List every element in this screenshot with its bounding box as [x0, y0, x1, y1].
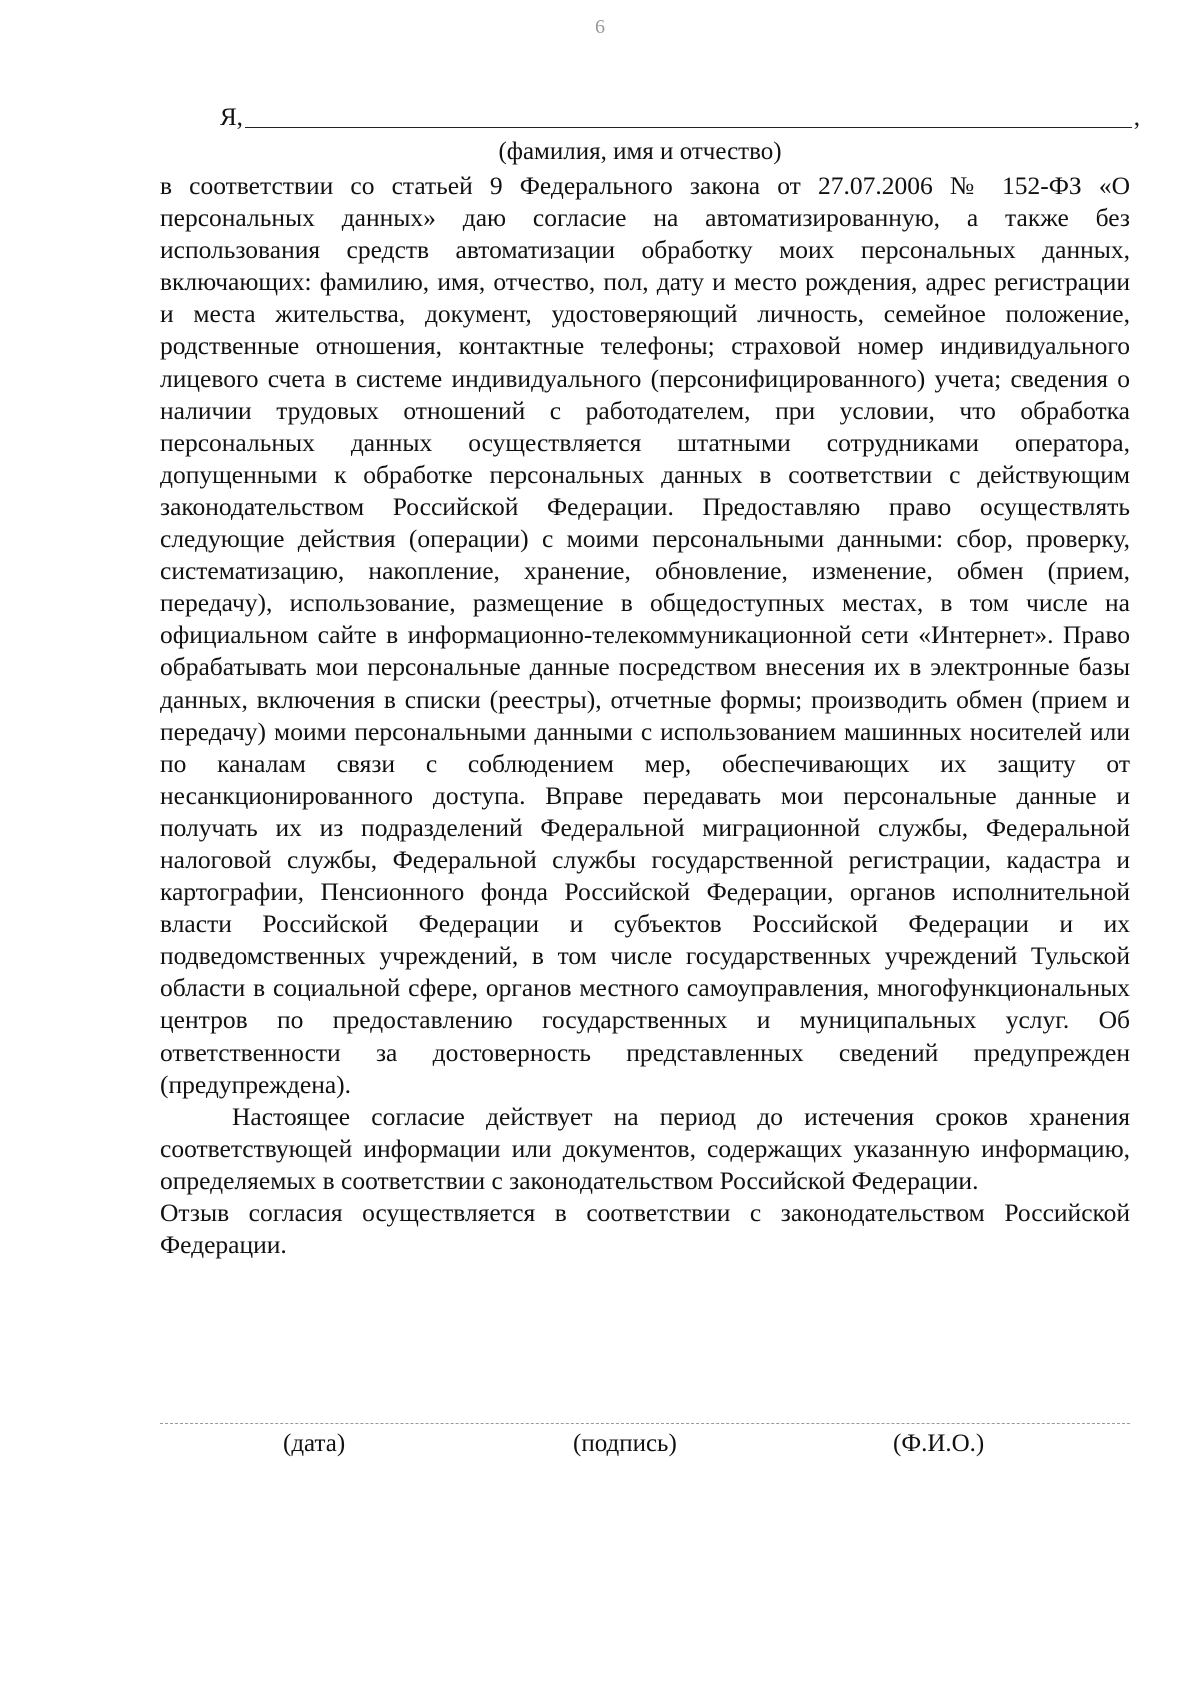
name-line: [220, 102, 1140, 134]
signature-caption: (подпись): [573, 1430, 677, 1457]
full-name-caption: (фамилия, имя и отчество): [498, 138, 782, 165]
name-prefix: Я,: [220, 104, 243, 131]
page-number: 6: [595, 16, 605, 38]
full-name-blank[interactable]: [245, 105, 1132, 128]
revocation-paragraph: Отзыв согласия осуществляется в соответствии с законодательством Российской Федерации.: [160, 1198, 1130, 1260]
signature-line: [160, 1423, 1130, 1424]
date-caption: (дата): [283, 1430, 346, 1457]
full-name-short-caption: (Ф.И.О.): [893, 1430, 985, 1457]
consent-paragraph: в соответствии со статьей 9 Федерального закона от 27.07.2006 № 152-ФЗ «О персональных данных» даю согласие на автоматизированную, а также без использования средств автоматизации обработку моих персональных данных, включающих: фамилию, имя, отчество, пол, дату и место рождения, адрес регистрации и места жительства, документ, удостоверяющий личность, семейное положение, родственные отношения, контактные телефоны; страховой номер индивидуального лицевого счета в системе индивидуального (персонифицированного) учета; сведения о наличии трудовых отношений с работодателем, при условии, что обработка персональных данных осуществляется штатными сотрудниками оператора, допущенными к обработке персональных данных в соответствии с действующим законодательством Российской Федерации. Предоставляю право осуществлять следующие действия (операции) с моими персональными данными: сбор, проверку, систематизацию, накопление, хранение, обновление, изменение, обмен (прием, передачу), использование, размещение в общедоступных местах, в том числе на официальном сайте в информационно-телекоммуникационной сети «Интернет». Право обрабатывать мои персональные данные посредством внесения их в электронные базы данных, включения в списки (реестры), отчетные формы; производить обмен (прием и передачу) моими персональными данными с использованием машинных носителей или по каналам связи с соблюдением мер, обеспечивающих их защиту от несанкционированного доступа. Вправе передавать мои персональные данные и получать их из подразделений Федеральной миграционной службы, Федеральной налоговой службы, Федеральной службы государственной регистрации, кадастра и картографии, Пенсионного фонда Российской Федерации, органов исполнительной власти Российской Федерации и субъектов Российской Федерации и их подведомственных учреждений, в том числе государственных учреждений Тульской области в социальной сфере, органов местного самоуправления, многофункциональных центров по предоставлению государственных и муниципальных услуг. Об ответственности за достоверность представленных сведений предупрежден (предупреждена).: [160, 171, 1130, 1099]
validity-paragraph: Настоящее согласие действует на период до истечения сроков хранения соответствующей информации или документов, содержащих указанную информацию, определяемых в соответствии с законодательством Российской Федерации.: [160, 1101, 1130, 1195]
name-suffix: ,: [1133, 104, 1140, 131]
consent-text: [160, 170, 1130, 1261]
